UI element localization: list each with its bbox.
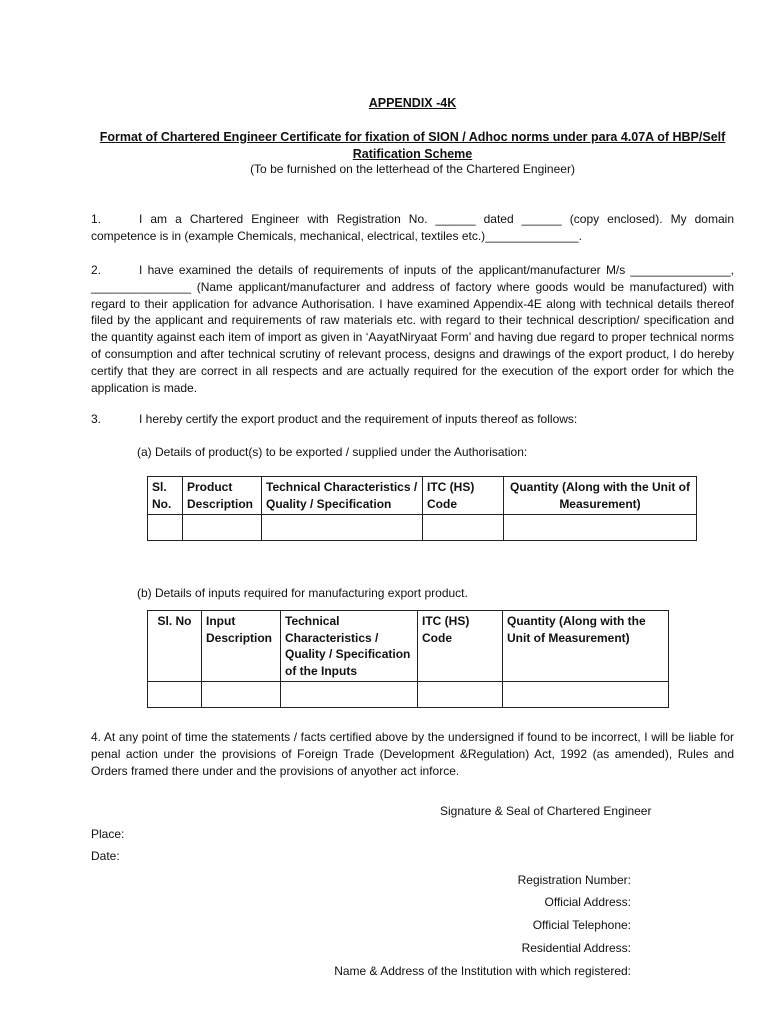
residential-address-label: Residential Address: (521, 941, 631, 955)
institution-label: Name & Address of the Institution with which registered: (334, 964, 631, 978)
input-requirements-table (147, 610, 669, 708)
subsection-a-label: (a) Details of product(s) to be exported / supplied under the Authorisation: (137, 445, 528, 459)
table-cell[interactable] (262, 515, 423, 541)
header-cell: Product Description (183, 477, 262, 515)
header-cell: Quantity (Along with the Unit of Measurement) (504, 477, 697, 515)
paragraph-2 (91, 262, 734, 396)
table-cell[interactable] (148, 515, 183, 541)
paragraph-4: 4. At any point of time the statements / facts certified above by the undersigned if found to be incorrect, I will be liable for penal action under the provisions of Foreign Trade (Development &Regulation) Act, 1992 (as amended), Rules and Orders framed there under and the provisions of anyother act inforce. (91, 730, 734, 778)
paragraph-1-text: I am a Chartered Engineer with Registration No. ______ dated ______ (copy enclosed). My domain competence is in (example Chemicals, mechanical, electrical, textiles etc.)______________. (91, 212, 734, 243)
format-title: Format of Chartered Engineer Certificate for fixation of SION / Adhoc norms under para 4.07A of HBP/Self Ratification Scheme (99, 130, 726, 161)
paragraph-3-text: I hereby certify the export product and the requirement of inputs thereof as follows: (139, 412, 578, 426)
table-cell[interactable] (148, 682, 202, 708)
header-cell: Technical Characteristics / Quality / Specification (262, 477, 423, 515)
table-cell[interactable] (423, 515, 504, 541)
header-cell: Input Description (202, 611, 281, 682)
header-cell: ITC (HS) Code (418, 611, 503, 682)
header-cell: ITC (HS) Code (423, 477, 504, 515)
table-header-row (148, 611, 669, 682)
paragraph-2-number: 2. (91, 263, 102, 277)
header-cell: Sl. No (148, 611, 202, 682)
paragraph-1-number: 1. (91, 212, 102, 226)
header-cell: Sl. No. (148, 477, 183, 515)
date-label: Date: (91, 849, 120, 863)
table-row (148, 515, 697, 541)
place-label: Place: (91, 827, 125, 841)
subsection-b-label: (b) Details of inputs required for manufacturing export product. (137, 586, 468, 600)
header-cell: Quantity (Along with the Unit of Measurement) (503, 611, 669, 682)
registration-number-label: Registration Number: (517, 873, 631, 887)
header-cell: Technical Characteristics / Quality / Specification of the Inputs (281, 611, 418, 682)
official-address-label: Official Address: (544, 895, 631, 909)
format-note: (To be furnished on the letterhead of the Chartered Engineer) (250, 162, 575, 176)
table-cell[interactable] (281, 682, 418, 708)
official-telephone-label: Official Telephone: (532, 918, 631, 932)
signature-label: Signature & Seal of Chartered Engineer (440, 804, 652, 818)
table-header-row (148, 477, 697, 515)
table-row (148, 682, 669, 708)
appendix-heading: APPENDIX -4K (368, 96, 457, 110)
table-cell[interactable] (202, 682, 281, 708)
paragraph-2-text: I have examined the details of requirements of inputs of the applicant/manufacturer M/s _______________, _______________ (Name applicant/manufacturer and address of factory where goods would be manufactured) with regard to their application for advance Authorisation. I have examined Appendix-4E along with technical details thereof filed by the applicant and requirements of raw materials etc. with regard to their technical description/ specification and the quantity against each item of import as given in ‘AayatNiryaat Form’ and having due regard to proper technical norms of consumption and after technical scrutiny of relevant process, designs and drawings of the export product, I do hereby certify that they are correct in all respects and are actually required for the execution of the export order for which the application is made. (91, 263, 734, 395)
paragraph-1 (91, 211, 734, 245)
export-products-table (147, 476, 697, 541)
table-cell[interactable] (183, 515, 262, 541)
table-cell[interactable] (504, 515, 697, 541)
paragraph-3-number: 3. (91, 412, 102, 426)
paragraph-3 (91, 411, 734, 428)
table-cell[interactable] (503, 682, 669, 708)
table-cell[interactable] (418, 682, 503, 708)
